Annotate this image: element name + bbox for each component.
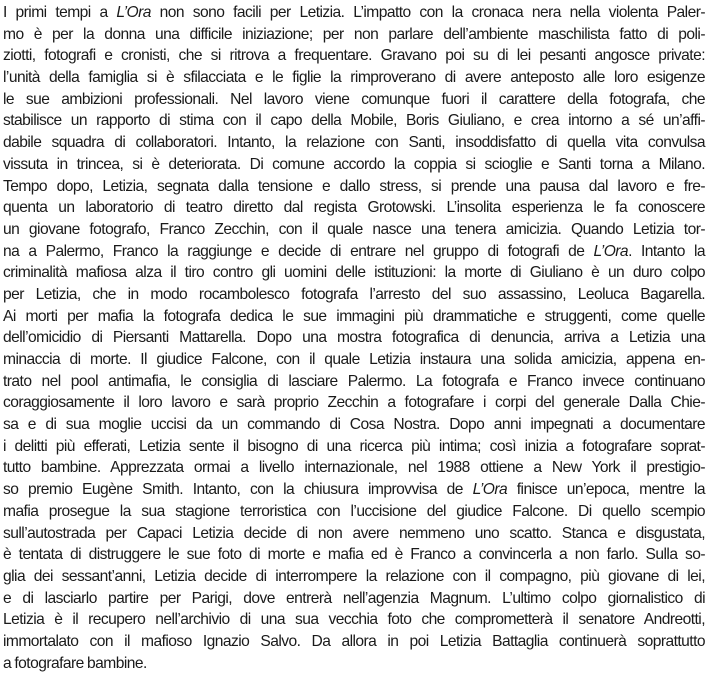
text-line [3,45,705,67]
text-segment: immortalato con il mafioso Ignazio Salvo. Da allora in poi Letizia Battaglia continuerà soprattutto [3,632,705,650]
text-segment: i delitti più efferati, Letizia sente il bisogno di una ricerca più intima; così inizia a fotografare soprat- [3,437,705,455]
text-line [3,653,705,674]
text-line [3,523,705,545]
text-line [3,284,705,306]
text-line [3,2,705,24]
text-segment: stabilisce un rapporto di stima con il capo della Mobile, Boris Giuliano, e crea intorno a sé un’affi- [3,112,705,130]
text-line [3,219,705,241]
text-segment: a fotografare bambine. [3,654,147,672]
text-segment: . Intanto la [628,242,705,260]
text-line [3,566,705,588]
newspaper-title-italic: L’Ora [593,242,629,260]
text-line [3,544,705,566]
text-segment: tutto bambine. Apprezzata ormai a livello internazionale, nel 1988 ottiene a New York il prestigio- [3,459,705,477]
text-segment: so premio Eugène Smith. Intanto, con la chiusura improvvisa de [3,481,473,499]
text-segment: sull’autostrada per Capaci Letizia decide di non avere nemmeno uno scatto. Stanca e disgustata, [3,524,705,542]
text-line [3,306,705,328]
newspaper-title-italic: L’Ora [472,481,508,499]
text-line [3,327,705,349]
text-segment: glia dei sessant’anni, Letizia decide di interrompere la relazione con il compagno, più giovane di lei, [3,567,705,585]
text-line [3,262,705,284]
text-segment: e di lasciarlo partire per Parigi, dove entrerà nell’agenzia Magnum. L’ultimo colpo giornalistico di [3,589,705,607]
text-segment: dabile squadra di collaboratori. Intanto, la relazione con Santi, insoddisfatto di quella vita convulsa [3,134,705,152]
text-segment: non sono facili per Letizia. L’impatto con la cronaca nera nella violenta Paler- [150,4,705,21]
text-segment: mo è per la donna una difficile iniziazione; per non parlare dell’ambiente maschilista fatto di poli- [3,25,705,43]
text-segment: dell’omicidio di Piersanti Mattarella. Dopo una mostra fotografica di denuncia, arriva a Letizia una [3,329,705,347]
text-segment: Tempo dopo, Letizia, segnata dalla tensione e dallo stress, si prende una pausa dal lavoro e fre- [3,177,705,195]
text-line [3,241,705,263]
text-line [3,197,705,219]
text-line [3,501,705,523]
text-segment: trato nel pool antimafia, le consiglia di lasciare Palermo. La fotografa e Franco invece continuano [3,372,705,390]
text-line [3,349,705,371]
text-line [3,67,705,89]
text-line [3,89,705,111]
newspaper-title-italic: L’Ora [116,4,151,21]
text-line [3,414,705,436]
text-segment: Letizia è il recupero nell’archivio di una sua vecchia foto che comprometterà il senatore Andreotti, [3,611,705,629]
article-text-block [3,2,705,674]
text-segment: è tentata di distruggere le sue foto di morte e mafia ed è Franco a convincerla a non farlo. Sulla so- [3,546,705,564]
text-segment: mafia prosegue la sua stagione terroristica con l’uccisione del giudice Falcone. Di quello scempio [3,502,705,520]
text-segment: l’unità della famiglia si è sfilacciata e le figlie la rimproverano di avere anteposto alle loro esigenze [3,69,705,87]
text-segment: I primi tempi a [3,4,117,21]
text-segment: Ai morti per mafia la fotografa dedica le sue immagini più drammatiche e struggenti, come quelle [3,307,705,325]
text-segment: minaccia di morte. Il giudice Falcone, con il quale Letizia instaura una solida amicizia, appena en- [3,351,705,368]
text-line [3,132,705,154]
text-line [3,457,705,479]
text-segment: le sue ambizioni professionali. Nel lavoro viene comunque fuori il carattere della fotografa, che [3,90,705,108]
text-segment: quenta un laboratorio di teatro diretto dal regista Grotowski. L’insolita esperienza le fa conoscere [3,199,705,217]
text-line [3,609,705,631]
text-segment: na a Palermo, Franco la raggiunge e decide di entrare nel gruppo di fotografi de [3,242,594,260]
text-segment: un giovane fotografo, Franco Zecchin, con il quale nasce una tenera amicizia. Quando Letizia tor- [3,220,705,238]
text-segment: finisce un’epoca, mentre la [507,481,705,499]
text-line [3,154,705,176]
text-segment: per Letizia, che in modo rocambolesco fotografa l’arresto del suo assassino, Leoluca Bagarella. [3,285,705,303]
text-line [3,24,705,46]
text-segment: vissuta in trincea, si è deteriorata. Di comune accordo la coppia si scioglie e Santi torna a Milano. [3,155,705,173]
text-segment: ziotti, fotografi e cronisti, che si ritrova a frequentare. Gravano poi su di lei pesanti angosce private: [3,47,705,65]
text-segment: coraggiosamente il loro lavoro e sarà proprio Zecchin a fotografare i corpi del generale Dalla Chie- [3,394,705,412]
text-line [3,436,705,458]
text-line [3,588,705,610]
text-line [3,631,705,653]
text-line [3,479,705,501]
text-line [3,110,705,132]
text-segment: sa e di sua moglie uccisi da un commando di Cosa Nostra. Dopo anni impegnati a documentare [3,416,705,434]
text-line [3,176,705,198]
text-line [3,371,705,393]
text-segment: criminalità mafiosa alza il tiro contro gli uomini delle istituzioni: la morte di Giuliano è un duro colpo [3,264,705,282]
text-line [3,392,705,414]
